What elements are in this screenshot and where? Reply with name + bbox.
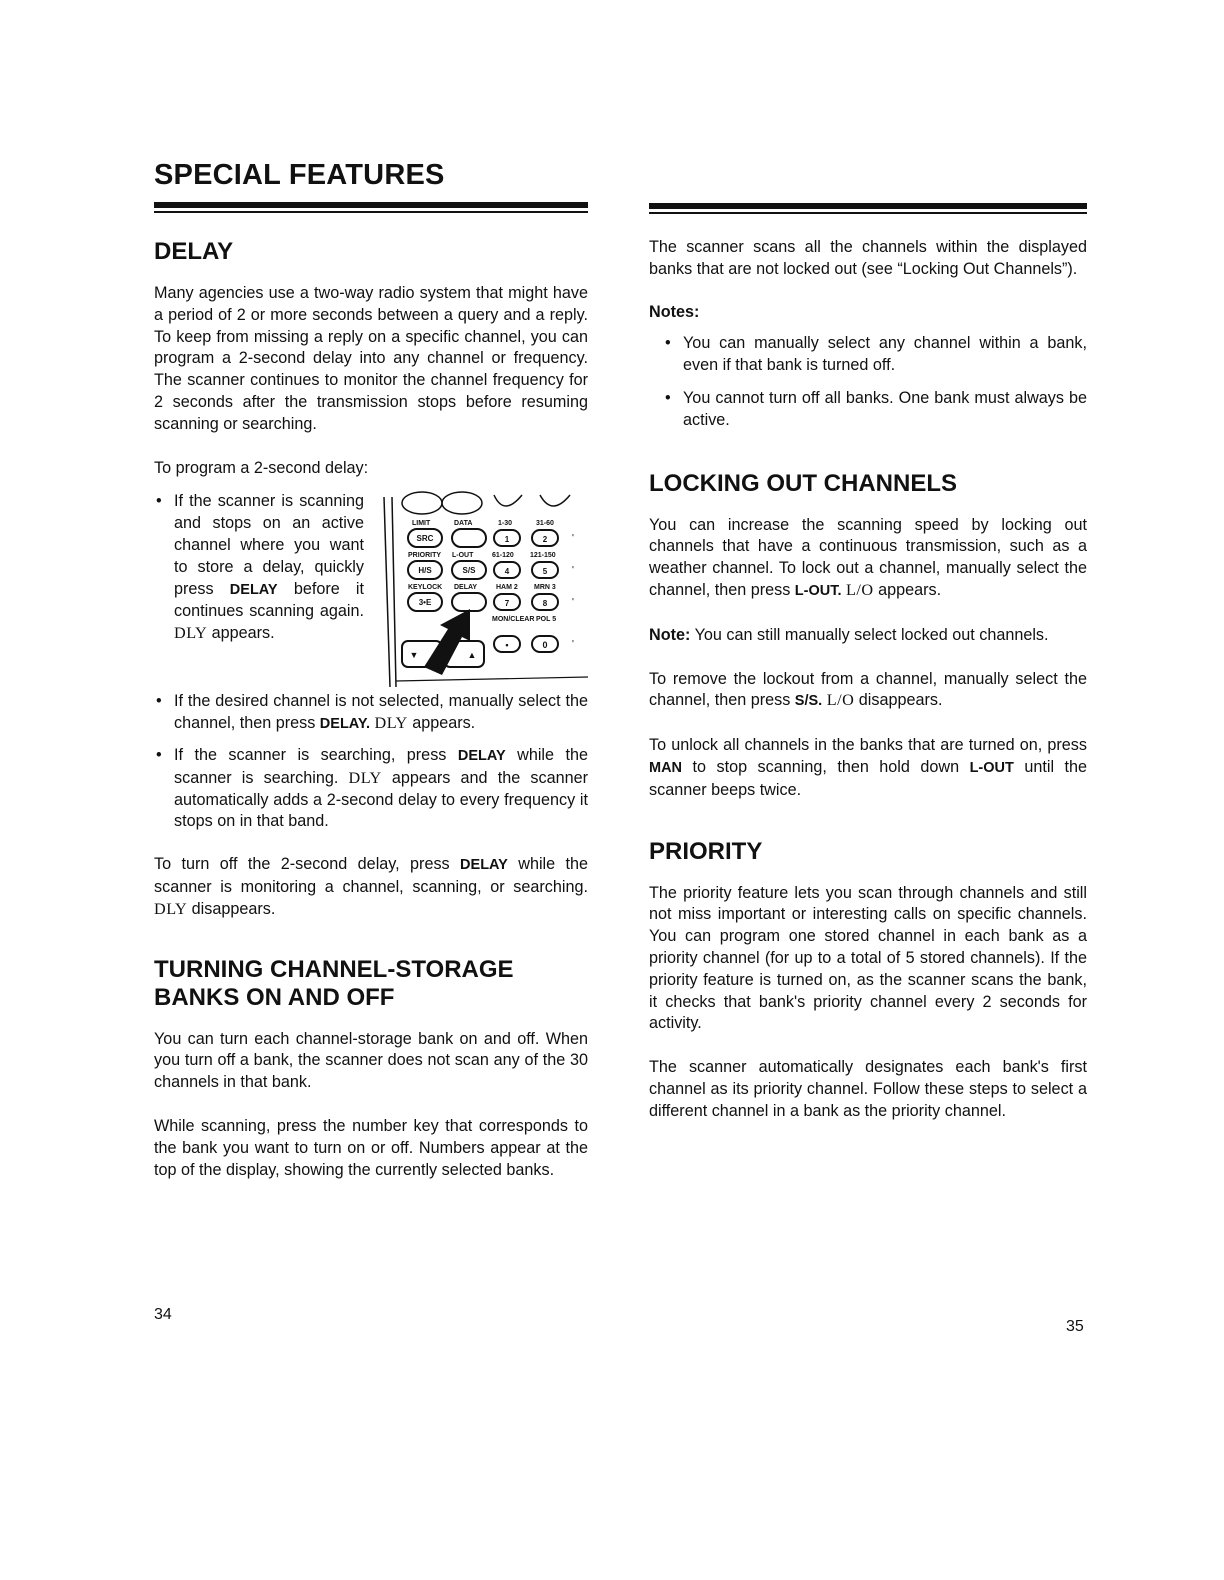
keypad-row-4-labels	[492, 616, 556, 623]
title-rule-thin	[154, 211, 588, 213]
delay-step-1-key: DELAY	[229, 581, 278, 598]
keypad-row-2-labels	[408, 552, 556, 559]
delay-turn-off-text-b: while the scanner is monitoring a channel, scanning, or searching.	[154, 855, 589, 896]
delay-steps-list-1	[154, 491, 364, 645]
kp-label-3-3: HAM 2	[496, 584, 518, 592]
lockout-note	[649, 625, 1087, 647]
delay-intro: Many agencies use a two-way radio system that might have a period of 2 or more seconds between a query and a reply. To keep from missing a reply on a specific channel, you can program a 2-second delay into any channel or frequency. The scanner continues to monitor the channel frequency for 2 seconds after the transmission stops before resuming scanning or searching.	[154, 284, 588, 433]
kp-label-4-1: MON/CLEAR	[492, 616, 535, 624]
lockout-p1	[649, 515, 1087, 603]
lockout-p2-text-a: To remove the lockout from a channel, manually select the channel, then press	[649, 669, 1087, 710]
delay-step-3-text-a: If the scanner is searching, press	[174, 745, 447, 764]
svg-text:': '	[572, 565, 574, 577]
svg-text:': '	[572, 597, 574, 609]
notes-heading: Notes:	[649, 302, 700, 321]
delay-turn-off-code: DLY	[154, 899, 188, 918]
page-title: SPECIAL FEATURES	[154, 159, 445, 191]
kp-label-1-1: LIMIT	[412, 520, 431, 528]
lockout-p2-text-b: disappears.	[858, 691, 943, 710]
delay-turn-off-text-c: disappears.	[191, 899, 276, 918]
right-rule	[649, 203, 1087, 214]
delay-step-1	[154, 491, 364, 645]
lockout-note-text: You can still manually select locked out channels.	[694, 625, 1049, 644]
kp-label-1-3: 1-30	[498, 520, 513, 528]
note-item: • You can manually select any channel within a bank, even if that bank is turned off.	[663, 333, 1087, 377]
delay-step-2-text-b: appears.	[412, 714, 476, 733]
page-number-left: 34	[154, 1306, 172, 1323]
lockout-p1-key: L-OUT.	[794, 582, 842, 599]
top-button-row	[402, 492, 570, 514]
keypad-row-3-labels	[408, 584, 556, 591]
lockout-note-label: Note:	[649, 625, 691, 644]
kp-key-text-up: ▲	[467, 650, 477, 661]
delay-step-3-text-c: appears and the scanner automatically adds a 2-second delay to every frequency it stops on in that band.	[174, 768, 588, 831]
delay-heading: DELAY	[154, 238, 234, 265]
keypad-illustration	[382, 491, 592, 687]
lockout-p3-key-man: MAN	[649, 759, 683, 776]
kp-key-text-5: 5	[542, 567, 548, 577]
kp-label-3-1: KEYLOCK	[408, 584, 443, 592]
priority-p2: The scanner automatically designates each bank's first channel as its priority channel. Follow these steps to select a different channel in a bank as the priority channel.	[649, 1058, 1087, 1120]
delay-to-program: To program a 2-second delay:	[154, 458, 369, 477]
lockout-p3-key-lout: L-OUT	[969, 759, 1014, 776]
banks-p1: You can turn each channel-storage bank on and off. When you turn off a bank, the scanner does not scan any of the 30 channels in that bank.	[154, 1029, 588, 1092]
delay-step-3-code: DLY	[348, 768, 382, 787]
kp-label-3-4: MRN 3	[534, 584, 556, 592]
kp-label-3-2: DELAY	[454, 584, 478, 592]
kp-key-text-ss: S/S	[462, 566, 476, 576]
banks-heading-line1: TURNING CHANNEL-STORAGE	[154, 955, 514, 983]
kp-key-text-8: 8	[542, 599, 548, 609]
delay-turn-off	[154, 854, 588, 920]
notes-list	[649, 333, 1087, 431]
left-page	[154, 150, 588, 1181]
delay-step-2-text-a: If the desired channel is not selected, manually select the channel, then press	[174, 692, 588, 733]
lockout-p3-text-c: until the scanner beeps twice.	[649, 757, 1088, 799]
right-page	[649, 150, 1087, 1123]
note-item: • You cannot turn off all banks. One bank must always be active.	[663, 388, 1087, 432]
banks-heading	[154, 956, 588, 1012]
delay-steps-list-2	[154, 691, 588, 833]
kp-key-text-0: 0	[542, 640, 548, 651]
delay-step-2-code: DLY	[374, 714, 408, 733]
delay-step-3-text-b: while the scanner is searching.	[174, 745, 588, 787]
delay-step-1-text-c: appears.	[211, 624, 275, 643]
kp-key-text-1: 1	[504, 535, 510, 545]
scan-intro: The scanner scans all the channels within the displayed banks that are not locked out (see “Locking Out Channels”).	[649, 238, 1087, 278]
banks-heading-line2: BANKS ON AND OFF	[154, 983, 395, 1011]
delay-turn-off-text-a: To turn off the 2-second delay, press	[154, 855, 450, 874]
priority-p1: The priority feature lets you scan through channels and still not miss important or interesting calls on specific channels. You can program one stored channel in each bank as a priority channel (for up to a total of 5 stored channels). If the priority feature is turned on, as the scanner scans the bank, it checks that bank's priority channel every 2 seconds for activity.	[649, 883, 1087, 1033]
page-number-right: 35	[1066, 1318, 1084, 1335]
kp-key-text-down: ▼	[409, 650, 419, 661]
right-rule-thick	[649, 203, 1087, 209]
lockout-p1-text-b: appears.	[878, 580, 942, 599]
kp-key-text-dot: •	[505, 640, 509, 651]
kp-key-data	[452, 529, 486, 547]
banks-p2: While scanning, press the number key that corresponds to the bank you want to turn on or off. Numbers appear at the top of the display, showing the currently selected banks.	[154, 1116, 588, 1179]
kp-label-1-4: 31-60	[536, 520, 554, 528]
kp-label-2-2: L-OUT	[452, 552, 474, 560]
delay-step-1-text-a: If the scanner is scanning and stops on an active channel where you want to store a delay, quickly press	[174, 492, 364, 598]
lockout-p3	[649, 735, 1087, 801]
title-rule	[154, 202, 588, 213]
delay-step-1-code: DLY	[174, 624, 208, 643]
lockout-heading: LOCKING OUT CHANNELS	[649, 469, 957, 497]
lockout-p2	[649, 669, 1087, 714]
delay-step-1-text-b: before it continues scanning again.	[174, 579, 365, 621]
bullet1-wrap	[154, 491, 588, 687]
title-rule-thick	[154, 202, 588, 208]
kp-label-4-2: POL 5	[536, 616, 557, 624]
svg-text:': '	[572, 639, 574, 651]
delay-step-2-key: DELAY.	[319, 716, 371, 733]
svg-text:': '	[572, 533, 574, 545]
right-rule-thin	[649, 212, 1087, 214]
kp-key-text-src: SRC	[416, 534, 434, 544]
delay-step-3	[154, 745, 588, 833]
delay-step-2	[154, 691, 588, 736]
lockout-p2-key: S/S.	[794, 693, 823, 710]
kp-key-text-3e: 3•E	[418, 598, 432, 608]
kp-label-2-4: 121-150	[530, 552, 556, 560]
priority-heading: PRIORITY	[649, 837, 763, 865]
lockout-p2-code: L/O	[826, 691, 855, 710]
kp-key-text-2: 2	[542, 535, 548, 545]
delay-step-3-key: DELAY	[457, 747, 506, 764]
lockout-p1-text-a: You can increase the scanning speed by locking out channels that have a continuous transmission, such as a weather channel. To lock out a channel, manually select the channel, then press	[649, 515, 1087, 599]
keypad-row-4-keys	[402, 636, 558, 667]
kp-label-2-3: 61-120	[492, 552, 514, 560]
kp-key-text-7: 7	[504, 599, 510, 609]
lockout-p3-text-b: to stop scanning, then hold down	[692, 757, 960, 776]
lockout-p3-text-a: To unlock all channels in the banks that are turned on, press	[649, 736, 1087, 755]
lockout-p1-code: L/O	[846, 580, 874, 599]
kp-key-text-hs: H/S	[418, 566, 432, 576]
kp-key-delay	[452, 593, 486, 611]
kp-label-2-1: PRIORITY	[408, 552, 442, 560]
keypad-row-1-labels	[412, 520, 554, 527]
kp-key-text-4: 4	[504, 567, 510, 577]
delay-turn-off-key: DELAY	[460, 857, 508, 874]
kp-label-1-2: DATA	[454, 520, 473, 528]
